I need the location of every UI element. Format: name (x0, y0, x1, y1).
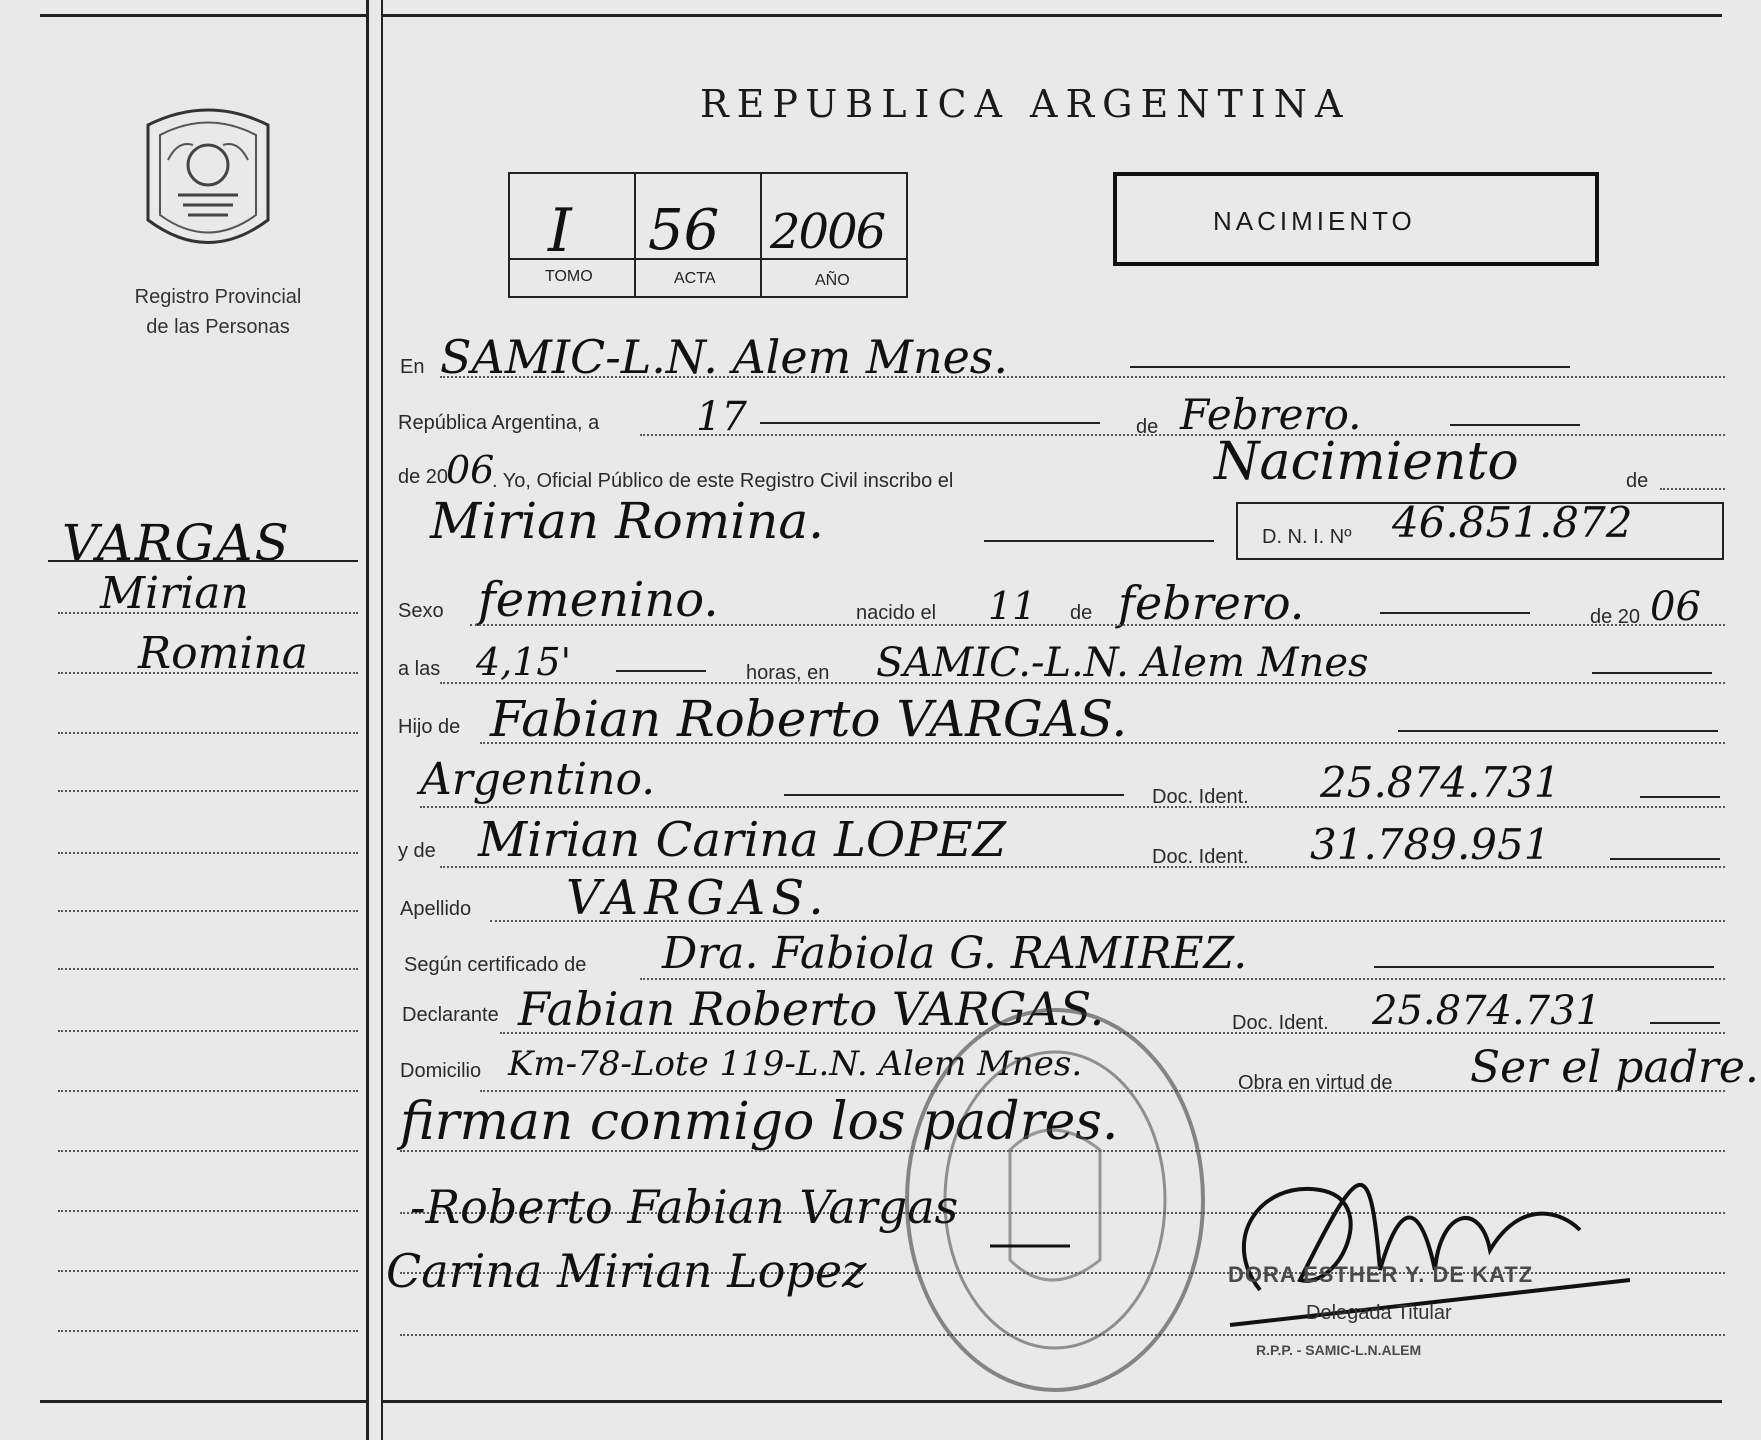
label-a-las: a las (398, 658, 441, 680)
fill-line (1450, 424, 1580, 426)
label-apellido: Apellido (400, 898, 472, 920)
father-signature: -Roberto Fabian Vargas (410, 1180, 959, 1234)
father-doc-entry: 25.874.731 (1320, 758, 1561, 807)
dotted-line (470, 624, 1725, 626)
label-domicilio: Domicilio (400, 1060, 482, 1082)
label-y-de: y de (398, 840, 436, 862)
father-signature-stroke (990, 1240, 1070, 1252)
act-type-entry: Nacimiento (1214, 432, 1519, 492)
fill-line (1380, 612, 1530, 614)
label-doc-ident: Doc. Ident. (1152, 786, 1249, 808)
margin-line (58, 968, 358, 970)
record-box-divider (634, 172, 636, 298)
bottom-border-right (382, 1400, 1722, 1403)
registry-name-line2: de las Personas (146, 316, 290, 338)
label-de20-birth: de 20 (1590, 606, 1641, 628)
margin-line (58, 1270, 358, 1272)
fill-line (1374, 966, 1714, 968)
hour-entry: 4,15' (476, 640, 572, 684)
note-entry: firman conmigo los padres. (400, 1092, 1119, 1152)
mother-doc-entry: 31.789.951 (1310, 820, 1551, 869)
birth-place-entry: SAMIC.-L.N. Alem Mnes (876, 640, 1369, 686)
margin-line (58, 612, 358, 614)
mother-signature: Carina Mirian Lopez (386, 1244, 867, 1298)
label-nacido-el: nacido el (856, 602, 937, 624)
top-border-left (40, 14, 366, 17)
margin-line (58, 1150, 358, 1152)
dotted-line (1660, 488, 1725, 490)
label-de: de (1136, 416, 1159, 438)
fill-line (1610, 858, 1720, 860)
tomo-label: TOMO (545, 268, 593, 285)
misiones-coat-of-arms-icon (138, 100, 278, 260)
margin-line (58, 1090, 358, 1092)
address-entry: Km-78-Lote 119-L.N. Alem Mnes. (508, 1044, 1083, 1084)
margin-underline (48, 560, 358, 562)
acta-value: 56 (648, 198, 720, 263)
day-entry: 17 (696, 394, 747, 440)
label-horas-en: horas, en (746, 662, 830, 684)
fill-line (1592, 672, 1712, 674)
certificate-entry: Dra. Fabiola G. RAMIREZ. (662, 928, 1248, 979)
label-doc-ident: Doc. Ident. (1152, 846, 1249, 868)
fill-line (616, 670, 706, 672)
dotted-line (440, 682, 1725, 684)
dotted-line (440, 866, 1725, 868)
official-name: DORA ESTHER Y. DE KATZ (1228, 1262, 1534, 1287)
label-yo: . Yo, Oficial Público de este Registro Civil inscribo el (492, 470, 954, 492)
capacity-entry: Ser el padre. (1470, 1042, 1759, 1093)
margin-divider-right (381, 0, 383, 1440)
margin-line (58, 732, 358, 734)
margin-name1: Mirian (100, 568, 249, 619)
margin-line (58, 790, 358, 792)
dotted-line (420, 806, 1725, 808)
label-hijo-de: Hijo de (398, 716, 461, 738)
margin-line (58, 1210, 358, 1212)
fill-line (1398, 730, 1718, 732)
official-title: Delegada Titular (1306, 1302, 1452, 1324)
acta-label: ACTA (674, 270, 716, 287)
surname-entry: VARGAS. (566, 870, 830, 926)
mother-entry: Mirian Carina LOPEZ (478, 812, 1006, 868)
fill-line (760, 422, 1100, 424)
margin-line (58, 672, 358, 674)
registry-name-line1: Registro Provincial (134, 286, 302, 308)
fill-line (1640, 796, 1720, 798)
margin-line (58, 910, 358, 912)
record-box-divider (760, 172, 762, 298)
anio-label: AÑO (815, 272, 850, 289)
label-dni: D. N. I. Nº (1262, 526, 1352, 548)
label-de20: de 20 (398, 466, 449, 488)
fill-line (1130, 366, 1570, 368)
margin-line (58, 1030, 358, 1032)
fill-line (984, 540, 1214, 542)
official-office: R.P.P. - SAMIC-L.N.ALEM (1256, 1342, 1422, 1358)
dotted-line (490, 920, 1725, 922)
tomo-value: I (548, 196, 572, 266)
birth-month-entry: febrero. (1118, 576, 1305, 630)
place-entry: SAMIC-L.N. Alem Mnes. (440, 330, 1009, 384)
label-obra: Obra en virtud de (1238, 1072, 1393, 1094)
declarant-entry: Fabian Roberto VARGAS. (518, 982, 1105, 1036)
names-entry: Mirian Romina. (430, 492, 825, 550)
dotted-line (640, 434, 1725, 436)
label-de-end: de (1626, 470, 1649, 492)
margin-name2: Romina (138, 628, 308, 679)
label-republica: República Argentina, a (398, 412, 600, 434)
label-sexo: Sexo (398, 600, 444, 622)
declarant-doc-entry: 25.874.731 (1372, 988, 1602, 1034)
fill-line (1650, 1022, 1720, 1024)
margin-surname: VARGAS (62, 514, 291, 572)
nationality-entry: Argentino. (420, 754, 656, 805)
label-en: En (400, 356, 425, 378)
margin-line (58, 1330, 358, 1332)
bottom-border-left (40, 1400, 366, 1403)
sex-entry: femenino. (478, 572, 719, 628)
month-entry: Febrero. (1180, 390, 1362, 439)
document-type: NACIMIENTO (1213, 206, 1416, 236)
year-suffix-entry: 06 (446, 448, 495, 492)
fill-line (784, 794, 1124, 796)
margin-line (58, 852, 358, 854)
dotted-line (440, 376, 1725, 378)
top-border-right (382, 14, 1722, 17)
label-doc-ident: Doc. Ident. (1232, 1012, 1329, 1034)
label-segun: Según certificado de (404, 954, 587, 976)
margin-divider-left (366, 0, 369, 1440)
label-de-month: de (1070, 602, 1093, 624)
dni-entry: 46.851.872 (1392, 498, 1633, 547)
father-entry: Fabian Roberto VARGAS. (490, 690, 1128, 748)
dotted-line (640, 978, 1725, 980)
birth-year-entry: 06 (1650, 584, 1701, 630)
label-declarante: Declarante (402, 1004, 499, 1026)
birth-day-entry: 11 (988, 584, 1037, 628)
country-heading: REPUBLICA ARGENTINA (700, 82, 1351, 126)
anio-value: 2006 (770, 204, 885, 260)
dotted-line (480, 742, 1725, 744)
